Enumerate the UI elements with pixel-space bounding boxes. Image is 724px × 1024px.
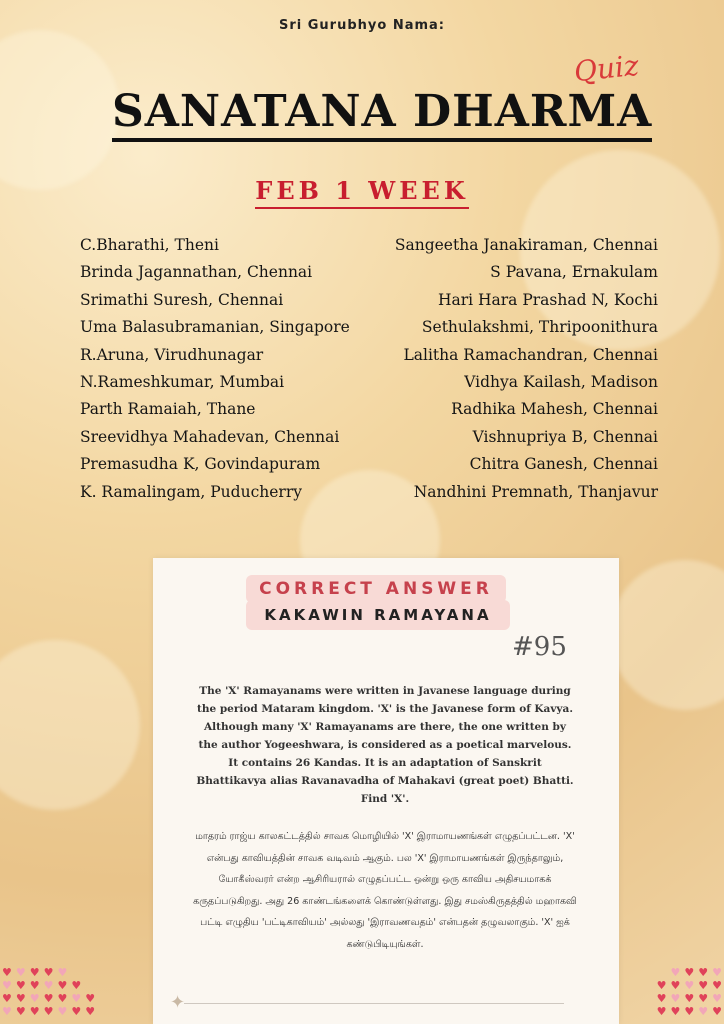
winner-name: C.Bharathi, Theni (80, 236, 219, 254)
heart-icon: ♥ (656, 979, 667, 992)
sparkle-icon: ✦ (170, 992, 186, 1013)
heart-icon: ♥ (71, 1005, 82, 1018)
winners-list-right (395, 232, 658, 506)
winner-name: Sreevidhya Mahadevan, Chennai (80, 427, 340, 446)
card-divider (184, 1003, 564, 1004)
winner-name: Hari Hara Prashad N, Kochi (437, 290, 658, 309)
question-text-english: The 'X' Ramayanams were written in Javanese language during the period Mataram kingdom. 'X' is the Javanese form of Kavya. Although many 'X' Ramayanams are there, the one written by the author Yogeeshwara, is considered as a poetical marvelous. It contains 26 Kandas. It is an adaptation of Sanskrit Bhattikavya alias Ravanavadha of Mahakavi (great poet) Bhatti. Find 'X'. (196, 685, 574, 805)
heart-icon: ♥ (684, 979, 695, 992)
page-title: SANATANA DHARMA (112, 86, 652, 142)
invocation-text: Sri Gurubhyo Nama: (278, 18, 445, 33)
heart-icon: ♥ (43, 966, 54, 979)
heart-icon: ♥ (2, 992, 12, 1005)
heart-icon: ♥ (670, 966, 681, 979)
heart-icon: ♥ (2, 1005, 12, 1018)
heart-icon: ♥ (29, 966, 40, 979)
heart-icon: ♥ (57, 1005, 68, 1018)
winner-name: N.Rameshkumar, Mumbai (80, 372, 285, 391)
heart-icon: ♥ (15, 1005, 26, 1018)
heart-icon: ♥ (2, 979, 12, 992)
winner-name: Nandhini Premnath, Thanjavur (413, 482, 658, 501)
heart-icon: ♥ (698, 979, 709, 992)
winner-name: Uma Balasubramanian, Singapore (80, 318, 350, 337)
bokeh-decoration (0, 30, 120, 190)
winner-name: Vishnupriya B, Chennai (472, 427, 658, 446)
heart-icon: ♥ (684, 992, 695, 1005)
hearts-decoration-right (616, 966, 724, 1018)
heart-icon: ♥ (712, 966, 722, 979)
correct-answer-value: KAKAWIN RAMAYANA (246, 600, 510, 630)
winner-name: Sangeetha Janakiraman, Chennai (394, 236, 658, 254)
winner-name: Lalitha Ramachandran, Chennai (403, 345, 658, 364)
heart-icon: ♥ (712, 1005, 722, 1018)
winners-list-left (80, 232, 350, 506)
heart-icon: ♥ (712, 979, 722, 992)
heart-icon: ♥ (15, 992, 26, 1005)
week-heading (0, 176, 724, 205)
heart-icon: ♥ (2, 966, 12, 979)
heart-icon: ♥ (29, 979, 40, 992)
winner-name: Srimathi Suresh, Chennai (80, 290, 284, 309)
quiz-number: #95 (512, 632, 567, 662)
winner-name: Sethulakshmi, Thripoonithura (421, 318, 658, 337)
heart-icon: ♥ (85, 1005, 96, 1018)
heart-icon: ♥ (712, 992, 722, 1005)
heart-icon: ♥ (698, 992, 709, 1005)
heart-icon: ♥ (71, 992, 82, 1005)
heart-icon: ♥ (57, 966, 68, 979)
hearts-decoration-left (0, 966, 150, 1018)
correct-answer-label: CORRECT ANSWER (246, 575, 506, 603)
heart-icon: ♥ (670, 992, 681, 1005)
heart-icon: ♥ (43, 1005, 54, 1018)
heart-icon: ♥ (15, 979, 26, 992)
heart-icon: ♥ (15, 966, 26, 979)
bokeh-decoration (0, 640, 140, 810)
winner-name: Vidhya Kailash, Madison (464, 372, 658, 391)
heart-icon: ♥ (29, 992, 40, 1005)
week-label: FEB 1 WEEK (255, 176, 468, 209)
winner-name: K. Ramalingam, Puducherry (80, 482, 302, 501)
heart-icon: ♥ (71, 979, 82, 992)
question-text-tamil: மாதரம் ராஜ்ய காலகட்டத்தில் சாவக மொழியில் 'X' இராமாயணங்கள் எழுதப்பட்டன. 'X' என்பது காவியத்தின் சாவக வடிவம் ஆகும். பல 'X' இராமாயணங்கள் இருந்தாலும், யோகீஸ்வரர் என்ற ஆசிரியரால் எழுதப்பட்ட ஒன்று ஒரு காவிய அதிசயமாகக் கருதப்படுகிறது. அது 26 காண்டங்களைக் கொண்டுள்ளது. இது சமஸ்கிருதத்தில் மஹாகவி பட்டி எழுதிய 'பட்டிகாவியம்' அல்லது 'இராவணவதம்' என்பதன் தழுவலாகும். 'X' ஐக் கண்டுபிடியுங்கள். (193, 831, 577, 950)
heart-icon: ♥ (43, 979, 54, 992)
heart-icon: ♥ (684, 966, 695, 979)
heart-icon: ♥ (57, 992, 68, 1005)
heart-icon: ♥ (684, 1005, 695, 1018)
heart-icon: ♥ (29, 1005, 40, 1018)
winner-name: Radhika Mahesh, Chennai (451, 400, 658, 419)
heart-icon: ♥ (670, 1005, 681, 1018)
winner-name: Brinda Jagannathan, Chennai (80, 263, 313, 282)
heart-icon: ♥ (698, 966, 709, 979)
heart-icon: ♥ (85, 992, 96, 1005)
heart-icon: ♥ (656, 992, 667, 1005)
heart-icon: ♥ (57, 979, 68, 992)
heart-icon: ♥ (670, 979, 681, 992)
winner-name: Parth Ramaiah, Thane (80, 400, 256, 419)
winner-name: R.Aruna, Virudhunagar (80, 345, 264, 364)
winner-name: Chitra Ganesh, Chennai (469, 455, 658, 474)
heart-icon: ♥ (43, 992, 54, 1005)
heart-icon: ♥ (656, 1005, 667, 1018)
winner-name: Premasudha K, Govindapuram (80, 455, 321, 474)
quiz-tag: Quiz (572, 48, 641, 89)
heart-icon: ♥ (698, 1005, 709, 1018)
bokeh-decoration (610, 560, 724, 710)
winner-name: S Pavana, Ernakulam (490, 263, 658, 282)
